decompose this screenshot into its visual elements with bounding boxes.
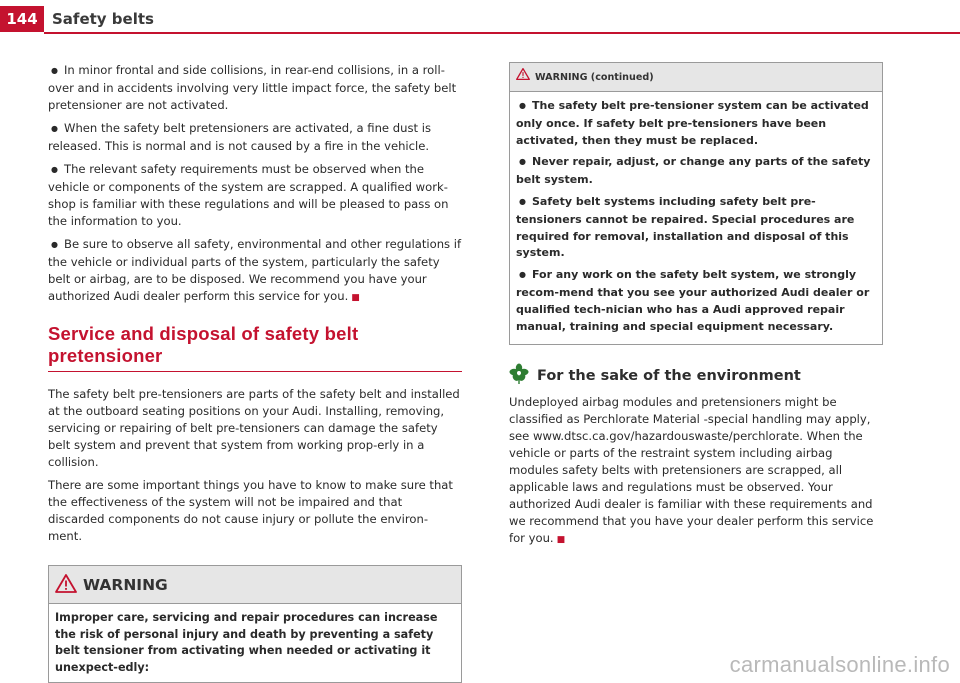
warning-title: WARNING: [83, 576, 168, 594]
warning-triangle-icon: [55, 574, 77, 597]
header-rule: [44, 32, 960, 34]
end-mark: ■: [351, 293, 360, 303]
right-column: [509, 62, 883, 555]
bullet-text: The relevant safety requirements must be observed when the vehicle or components of the system are scrapped. A qualified work-shop is familiar with these regulations and will be pleased to pass on the information to you.: [48, 162, 449, 228]
end-mark: ■: [556, 535, 566, 546]
section-rule: [48, 371, 462, 372]
body-paragraph: There are some important things you have to know to make sure that the effectiveness of the system will not be impaired and that discarded components do not cause injury or pollute the environ-ment.: [48, 478, 453, 543]
bullet-item: [48, 161, 462, 230]
bullet-item: [48, 120, 462, 155]
bullet-text: Be sure to observe all safety, environmental and other regulations if the vehicle or individual parts of the system, particularly the safety belt or airbag, are to be disposed. We recommend you have your authorized Audi dealer perform this service for you.: [48, 237, 462, 303]
environment-paragraph: Undeployed airbag modules and pretensioners might be classified as Perchlorate Material -special handling may apply, see www.dtsc.ca.gov/hazardouswaste/perchlorate. When the vehicle or parts of the restraint system including airbag modules safety belts with pretensioners are scrapped, all applicable laws and regulations must be observed. Your authorized Audi dealer is familiar with these requirements and we recommend that you have your dealer perform this service for you.: [509, 395, 874, 546]
warning-item-text: For any work on the safety belt system, we strongly recom-mend that you see your authorized Audi dealer or qualified tech-nician who has a Audi approved repair manual, training and special equipment necessary.: [516, 268, 870, 333]
watermark: carmanualsonline.info: [729, 652, 950, 677]
warning-continued-header: [510, 63, 882, 92]
body-paragraph: The safety belt pre-tensioners are parts of the safety belt and installed at the outboard seating positions on your Audi. Installing, removing, servicing or repairing of belt pre-tensioners can damage the safety belt system and prevent that system from working prop-erly in a collision.: [48, 387, 460, 469]
page-title: Safety belts: [52, 10, 154, 28]
warning-item: [516, 98, 876, 149]
leaf-icon: [509, 363, 529, 390]
warning-header: [49, 566, 461, 604]
warning-continued-body: [510, 92, 882, 344]
warning-continued-box: [509, 62, 883, 345]
bullet-item: [48, 236, 462, 307]
warning-triangle-icon: [516, 68, 530, 86]
environment-text: [509, 394, 883, 549]
bullet-item: [48, 62, 462, 114]
warning-item-text: Safety belt systems including safety belt pre-tensioners cannot be repaired. Special procedures are required for removal, installation and disposal of this system.: [516, 194, 855, 260]
warning-item: [516, 267, 876, 335]
bullet-text: In minor frontal and side collisions, in rear-end collisions, in a roll-over and in accidents involving very little impact force, the safety belt pretensioner are not activated.: [48, 63, 457, 112]
warning-text: Improper care, servicing and repair procedures can increase the risk of personal injury and death by preventing a safety belt tensioner from activating when needed or activating it unexpect-edly:: [55, 611, 438, 674]
warning-box: [48, 565, 462, 683]
warning-item: [516, 194, 876, 262]
environment-header: [509, 363, 883, 390]
warning-item: [516, 154, 876, 189]
left-column: [48, 62, 462, 683]
warning-continued-title: WARNING (continued): [535, 71, 654, 83]
warning-item-text: Never repair, adjust, or change any parts of the safety belt system.: [516, 155, 871, 187]
bullet-text: When the safety belt pretensioners are activated, a fine dust is released. This is normal and is not caused by a fire in the vehicle.: [48, 121, 431, 153]
page-number: 144: [0, 6, 44, 32]
environment-title: For the sake of the environment: [537, 368, 801, 385]
section-title: Service and disposal of safety belt pretensioner: [48, 323, 359, 366]
warning-item-text: The safety belt pre-tensioner system can be activated only once. If safety belt pre-tensioners have been activated, then they must be replaced.: [516, 99, 869, 147]
